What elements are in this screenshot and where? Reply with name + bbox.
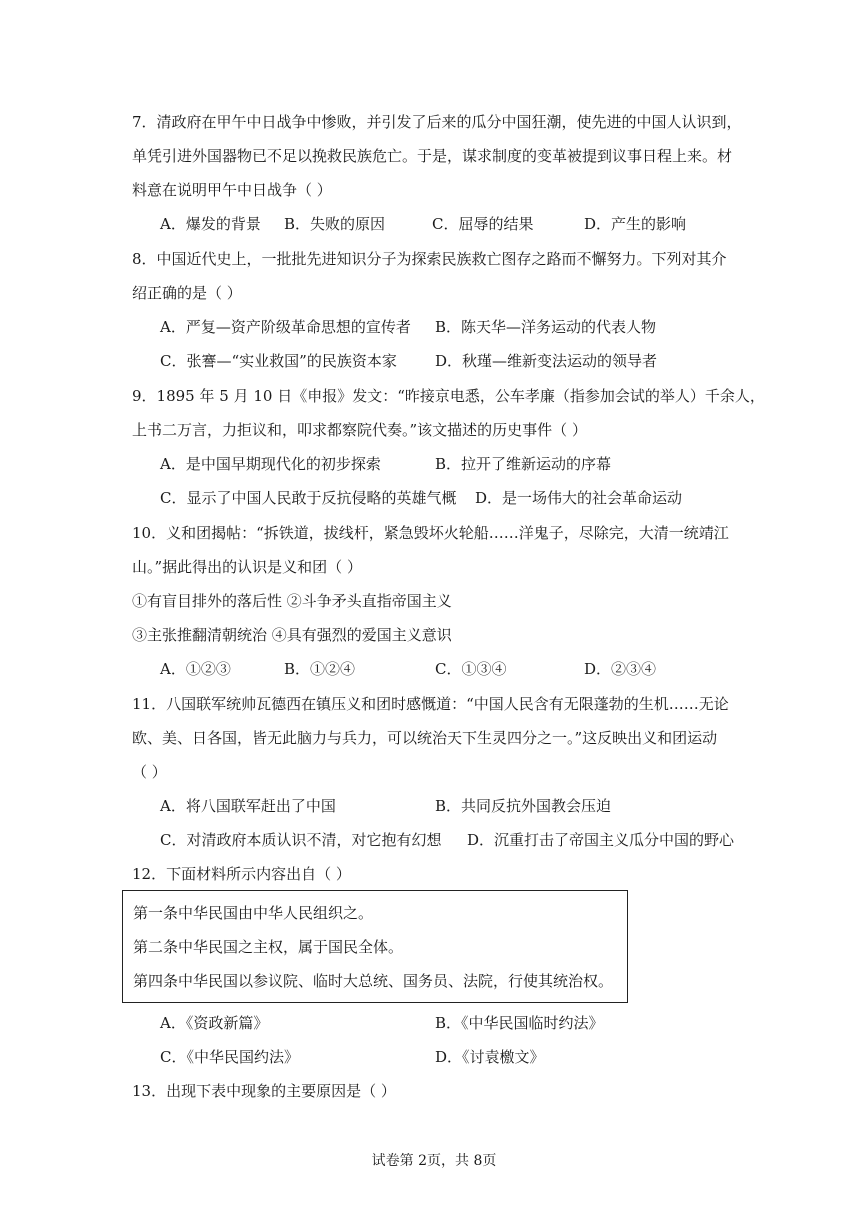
q10-option-d: D．②③④ (584, 660, 657, 678)
page-footer: 试卷第 2页，共 8页 (371, 1153, 497, 1169)
q12-source-article-1: 第一条中华民国由中华人民组织之。 (133, 904, 374, 922)
q9-option-b: B．拉开了维新运动的序幕 (435, 455, 612, 473)
q7-stem-line-1: 7．清政府在甲午中日战争中惨败，并引发了后来的瓜分中国狂潮，使先进的中国人认识到， (132, 113, 742, 131)
q8-option-d: D．秋瑾—维新变法运动的领导者 (435, 352, 658, 370)
q9-stem-line-2: 上书二万言，力拒议和，叩求都察院代奏。”该文描述的历史事件（ ） (132, 421, 587, 439)
q11-option-a: A．将八国联军赶出了中国 (160, 797, 336, 815)
q10-option-c: C．①③④ (435, 660, 507, 678)
q10-items-1-2: ①有盲目排外的落后性 ②斗争矛头直指帝国主义 (132, 592, 452, 610)
q11-stem-line-3: （ ） (132, 763, 167, 781)
q12-option-b: B．《中华民国临时约法》 (435, 1014, 604, 1032)
q9-option-c: C．显示了中国人民敢于反抗侵略的英雄气概 (160, 489, 457, 507)
q8-option-c: C．张謇—“实业救国”的民族资本家 (160, 352, 397, 370)
q7-option-b: B．失败的原因 (284, 215, 386, 233)
q12-source-box (122, 890, 628, 1003)
q12-option-d: D．《讨袁檄文》 (435, 1048, 545, 1066)
q10-stem-line-2: 山。”据此得出的认识是义和团（ ） (132, 558, 362, 576)
q11-option-b: B．共同反抗外国教会压迫 (435, 797, 612, 815)
q9-option-d: D．是一场伟大的社会革命运动 (475, 489, 683, 507)
q9-stem-line-1: 9．1895 年 5 月 10 日《申报》发文：“昨接京电悉，公车孝廉（指参加会试的举人）千余人， (132, 387, 765, 405)
q12-option-a: A．《资政新篇》 (160, 1014, 269, 1032)
q12-option-c: C．《中华民国约法》 (160, 1048, 299, 1066)
q7-option-c: C．屈辱的结果 (432, 215, 534, 233)
q8-option-a: A．严复—资产阶级革命思想的宣传者 (160, 318, 411, 336)
q11-option-c: C．对清政府本质认识不清，对它抱有幻想 (160, 831, 442, 849)
q7-option-d: D．产生的影响 (584, 215, 687, 233)
q12-source-article-4: 第四条中华民国以参议院、临时大总统、国务员、法院，行使其统治权。 (133, 972, 614, 990)
q7-stem-line-2: 单凭引进外国器物已不足以挽救民族危亡。于是，谋求制度的变革被提到议事日程上来。材 (132, 147, 733, 165)
q10-option-b: B．①②④ (284, 660, 356, 678)
q11-stem-line-2: 欧、美、日各国，皆无此脑力与兵力，可以统治天下生灵四分之一。”这反映出义和团运动 (132, 729, 718, 747)
q8-stem-line-2: 绍正确的是（ ） (132, 284, 242, 302)
q10-stem-line-1: 10．义和团揭帖：“拆铁道，拔线杆，紧急毁坏火轮船……洋鬼子，尽除完，大清一统靖江 (132, 524, 729, 542)
q7-option-a: A．爆发的背景 (160, 215, 261, 233)
q10-items-3-4: ③主张推翻清朝统治 ④具有强烈的爱国主义意识 (132, 626, 452, 644)
q8-stem-line-1: 8．中国近代史上，一批批先进知识分子为探索民族救亡图存之路而不懈努力。下列对其介 (132, 250, 727, 268)
q12-stem: 12．下面材料所示内容出自（ ） (132, 865, 351, 883)
q8-option-b: B．陈天华—洋务运动的代表人物 (435, 318, 657, 336)
q12-source-article-2: 第二条中华民国之主权，属于国民全体。 (133, 938, 404, 956)
q13-stem: 13．出现下表中现象的主要原因是（ ） (132, 1082, 396, 1100)
q11-option-d: D．沉重打击了帝国主义瓜分中国的野心 (467, 831, 735, 849)
q7-stem-line-3: 料意在说明甲午中日战争（ ） (132, 181, 332, 199)
q11-stem-line-1: 11．八国联军统帅瓦德西在镇压义和团时感慨道：“中国人民含有无限蓬勃的生机……无论 (132, 695, 729, 713)
q9-option-a: A．是中国早期现代化的初步探索 (160, 455, 381, 473)
q10-option-a: A．①②③ (160, 660, 231, 678)
